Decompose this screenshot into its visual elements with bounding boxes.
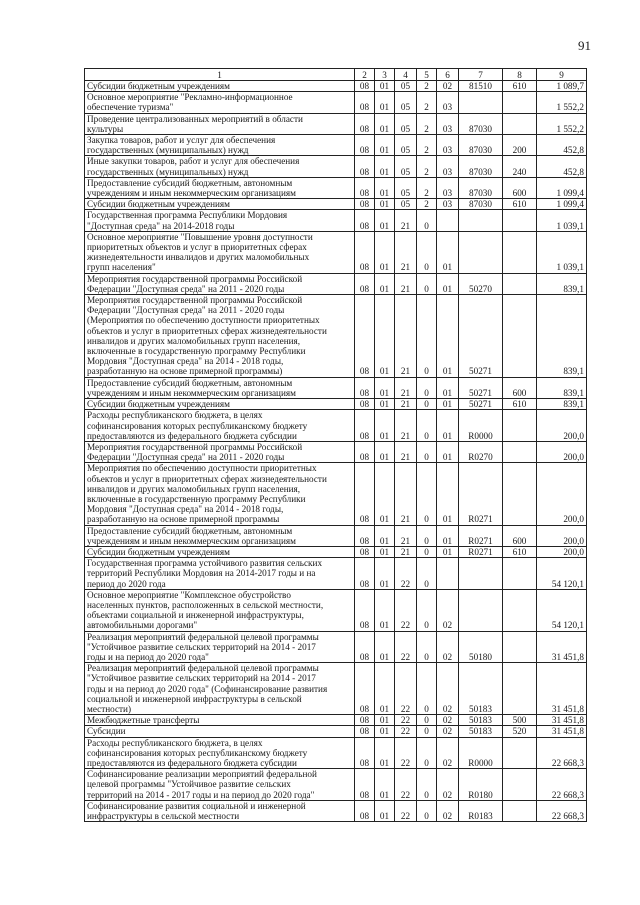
code-cell: 08 [355, 399, 375, 410]
code-cell: 2 [417, 156, 437, 177]
code-cell: 08 [355, 273, 375, 294]
table-body [85, 81, 587, 822]
code-cell [437, 558, 459, 590]
amount-cell: 1 552,2 [537, 113, 587, 134]
code-cell: 500 [503, 715, 537, 726]
code-cell: 08 [355, 631, 375, 663]
code-cell: 610 [503, 81, 537, 92]
item-name-cell: Основное мероприятие "Комплексное обустройство населенных пунктов, расположенных в сельской местности, объектами социальной и инженерной инфраструктуры, автомобильными дорогами" [85, 589, 355, 631]
code-cell: 21 [395, 410, 417, 442]
code-cell: 0 [417, 231, 437, 273]
code-cell: 03 [437, 156, 459, 177]
code-cell [459, 92, 503, 113]
code-cell: 0 [417, 631, 437, 663]
code-cell: 08 [355, 377, 375, 398]
code-cell: 22 [395, 589, 417, 631]
code-cell: 05 [395, 81, 417, 92]
code-cell: 0 [417, 663, 437, 715]
code-cell: 01 [375, 377, 395, 398]
code-cell [503, 737, 537, 769]
item-name-cell: Иные закупки товаров, работ и услуг для обеспечения государственных (муниципальных) нужд [85, 156, 355, 177]
code-cell: 01 [375, 631, 395, 663]
code-cell: 01 [375, 273, 395, 294]
table-row [85, 663, 587, 715]
code-cell: 02 [437, 81, 459, 92]
code-cell: 08 [355, 135, 375, 156]
code-cell: 610 [503, 399, 537, 410]
code-cell: 03 [437, 199, 459, 210]
table-row [85, 410, 587, 442]
amount-cell: 839,1 [537, 377, 587, 398]
code-cell: 0 [417, 800, 437, 821]
code-cell: R0271 [459, 546, 503, 557]
code-cell: 01 [375, 737, 395, 769]
code-cell: 05 [395, 199, 417, 210]
item-name-cell: Субсидии бюджетным учреждениям [85, 546, 355, 557]
code-cell: 21 [395, 377, 417, 398]
code-cell: 21 [395, 463, 417, 525]
code-cell: 50271 [459, 377, 503, 398]
amount-cell: 200,0 [537, 525, 587, 546]
item-name-cell: Предоставление субсидий бюджетным, автономным учреждениям и иным некоммерческим организациям [85, 525, 355, 546]
code-cell: 22 [395, 558, 417, 590]
code-cell: 22 [395, 800, 417, 821]
code-cell: 01 [437, 463, 459, 525]
code-cell [503, 589, 537, 631]
code-cell: 02 [437, 726, 459, 737]
amount-cell: 200,0 [537, 410, 587, 442]
code-cell: 01 [375, 558, 395, 590]
code-cell: 02 [437, 715, 459, 726]
code-cell: 01 [437, 546, 459, 557]
amount-cell: 200,0 [537, 441, 587, 462]
amount-cell: 1 039,1 [537, 231, 587, 273]
header-cell: 7 [459, 69, 503, 81]
code-cell: 50183 [459, 663, 503, 715]
code-cell [503, 231, 537, 273]
item-name-cell: Межбюджетные трансферты [85, 715, 355, 726]
table-row [85, 199, 587, 210]
table-row [85, 631, 587, 663]
table-row [85, 546, 587, 557]
amount-cell: 452,8 [537, 135, 587, 156]
code-cell: 05 [395, 135, 417, 156]
code-cell: 21 [395, 546, 417, 557]
code-cell: 08 [355, 558, 375, 590]
code-cell: 21 [395, 441, 417, 462]
code-cell: 0 [417, 726, 437, 737]
code-cell: 01 [375, 135, 395, 156]
code-cell: 22 [395, 631, 417, 663]
code-cell: 21 [395, 295, 417, 378]
amount-cell: 839,1 [537, 273, 587, 294]
item-name-cell: Субсидии бюджетным учреждениям [85, 399, 355, 410]
amount-cell: 1 552,2 [537, 92, 587, 113]
table-row [85, 715, 587, 726]
item-name-cell: Предоставление субсидий бюджетным, автономным учреждениям и иным некоммерческим организациям [85, 377, 355, 398]
item-name-cell: Проведение централизованных мероприятий в области культуры [85, 113, 355, 134]
code-cell: 87030 [459, 177, 503, 198]
code-cell: 01 [375, 199, 395, 210]
code-cell: 01 [437, 525, 459, 546]
item-name-cell: Расходы республиканского бюджета, в целях софинансирования которых республиканскому бюджету предоставляются из федерального бюджета субсидии [85, 410, 355, 442]
table-row [85, 295, 587, 378]
item-name-cell: Мероприятия государственной программы Российской Федерации "Доступная среда" на 2011 - 2020 годы [85, 273, 355, 294]
table-row [85, 463, 587, 525]
code-cell: 08 [355, 199, 375, 210]
code-cell: 02 [437, 663, 459, 715]
table-row [85, 177, 587, 198]
code-cell: 08 [355, 726, 375, 737]
code-cell: 01 [375, 231, 395, 273]
code-cell: 520 [503, 726, 537, 737]
header-cell: 3 [375, 69, 395, 81]
table-row [85, 113, 587, 134]
table-row [85, 525, 587, 546]
code-cell: 87030 [459, 156, 503, 177]
code-cell: 01 [375, 525, 395, 546]
code-cell: 2 [417, 92, 437, 113]
code-cell: 01 [375, 295, 395, 378]
code-cell: 01 [375, 715, 395, 726]
amount-cell: 1 099,4 [537, 177, 587, 198]
table-row [85, 726, 587, 737]
code-cell: 0 [417, 441, 437, 462]
code-cell: 08 [355, 156, 375, 177]
code-cell: 01 [375, 800, 395, 821]
item-name-cell: Субсидии бюджетным учреждениям [85, 81, 355, 92]
amount-cell: 839,1 [537, 295, 587, 378]
code-cell: 610 [503, 199, 537, 210]
code-cell: 50180 [459, 631, 503, 663]
code-cell: 0 [417, 715, 437, 726]
amount-cell: 839,1 [537, 399, 587, 410]
code-cell: 01 [437, 410, 459, 442]
code-cell: 08 [355, 715, 375, 726]
code-cell: 87030 [459, 199, 503, 210]
code-cell: R0271 [459, 525, 503, 546]
header-cell: 5 [417, 69, 437, 81]
table-row [85, 273, 587, 294]
table-row [85, 399, 587, 410]
table-row [85, 589, 587, 631]
code-cell: 01 [437, 231, 459, 273]
code-cell: 08 [355, 113, 375, 134]
code-cell: 0 [417, 399, 437, 410]
code-cell: 2 [417, 113, 437, 134]
code-cell: 01 [375, 156, 395, 177]
item-name-cell: Софинансирование развития социальной и инженерной инфраструктуры в сельской местности [85, 800, 355, 821]
code-cell: 08 [355, 441, 375, 462]
code-cell: 2 [417, 177, 437, 198]
code-cell: 610 [503, 546, 537, 557]
code-cell: R0000 [459, 410, 503, 442]
code-cell [503, 410, 537, 442]
budget-table [84, 68, 587, 822]
item-name-cell: Реализация мероприятий федеральной целевой программы "Устойчивое развитие сельских территорий на 2014 - 2017 годы и на период до 2020 года" [85, 631, 355, 663]
code-cell: 2 [417, 135, 437, 156]
amount-cell: 1 039,1 [537, 210, 587, 231]
amount-cell: 200,0 [537, 546, 587, 557]
code-cell: 240 [503, 156, 537, 177]
code-cell: 05 [395, 156, 417, 177]
code-cell: 03 [437, 135, 459, 156]
table-row [85, 231, 587, 273]
amount-cell: 1 089,7 [537, 81, 587, 92]
code-cell: 87030 [459, 135, 503, 156]
code-cell: 21 [395, 231, 417, 273]
code-cell [503, 295, 537, 378]
amount-cell: 22 668,3 [537, 800, 587, 821]
code-cell: 08 [355, 231, 375, 273]
table-row [85, 81, 587, 92]
code-cell: R0180 [459, 769, 503, 801]
code-cell: R0000 [459, 737, 503, 769]
code-cell [503, 800, 537, 821]
code-cell: R0183 [459, 800, 503, 821]
item-name-cell: Предоставление субсидий бюджетным, автономным учреждениям и иным некоммерческим организациям [85, 177, 355, 198]
code-cell: 22 [395, 726, 417, 737]
code-cell: 03 [437, 92, 459, 113]
amount-cell: 452,8 [537, 156, 587, 177]
code-cell: 50183 [459, 726, 503, 737]
code-cell: 0 [417, 210, 437, 231]
code-cell: 21 [395, 525, 417, 546]
table-row [85, 156, 587, 177]
code-cell [503, 463, 537, 525]
code-cell: 600 [503, 177, 537, 198]
header-cell: 1 [85, 69, 355, 81]
code-cell: 01 [375, 92, 395, 113]
item-name-cell: Мероприятия по обеспечению доступности приоритетных объектов и услуг в приоритетных сферах жизнедеятельности инвалидов и других маломобильных групп населения, включенные в государственную программу Республики Мордовия "Доступная среда" на 2014 - 2018 годы, разработанную на основе примерной программы [85, 463, 355, 525]
table-row [85, 135, 587, 156]
amount-cell: 31 451,8 [537, 726, 587, 737]
code-cell: 50271 [459, 295, 503, 378]
amount-cell: 22 668,3 [537, 769, 587, 801]
code-cell: 02 [437, 631, 459, 663]
amount-cell: 200,0 [537, 463, 587, 525]
amount-cell: 54 120,1 [537, 589, 587, 631]
code-cell [503, 558, 537, 590]
code-cell: 01 [437, 295, 459, 378]
code-cell: 01 [375, 546, 395, 557]
code-cell [459, 231, 503, 273]
code-cell [503, 663, 537, 715]
item-name-cell: Государственная программа устойчивого развития сельских территорий Республики Мордовия на 2014-2017 годы и на период до 2020 года [85, 558, 355, 590]
item-name-cell: Мероприятия государственной программы Российской Федерации "Доступная среда" на 2011 - 2020 годы (Мероприятия по обеспечению доступности приоритетных объектов и услуг в приоритетных сферах жизнедеятельности инвалидов и других маломобильных групп населения, включенные в государственную программу Республики Мордовия "Доступная среда" на 2014 - 2018 годы, разработанную на основе примерной программы) [85, 295, 355, 378]
code-cell: 0 [417, 546, 437, 557]
code-cell: 81510 [459, 81, 503, 92]
code-cell: 01 [375, 399, 395, 410]
code-cell: 0 [417, 463, 437, 525]
amount-cell: 31 451,8 [537, 715, 587, 726]
code-cell: 22 [395, 737, 417, 769]
code-cell: 01 [375, 663, 395, 715]
table-row [85, 210, 587, 231]
code-cell [459, 558, 503, 590]
code-cell: 08 [355, 525, 375, 546]
code-cell: R0271 [459, 463, 503, 525]
code-cell: 08 [355, 410, 375, 442]
item-name-cell: Расходы республиканского бюджета, в целях софинансирования которых республиканскому бюджету предоставляются из федерального бюджета субсидии [85, 737, 355, 769]
code-cell: 08 [355, 546, 375, 557]
code-cell: 01 [375, 589, 395, 631]
code-cell: 22 [395, 663, 417, 715]
header-cell: 4 [395, 69, 417, 81]
header-cell: 9 [537, 69, 587, 81]
code-cell: 0 [417, 410, 437, 442]
code-cell [503, 631, 537, 663]
code-cell [503, 113, 537, 134]
code-cell: 08 [355, 92, 375, 113]
code-cell: 08 [355, 800, 375, 821]
code-cell: 0 [417, 525, 437, 546]
code-cell: 08 [355, 769, 375, 801]
item-name-cell: Реализация мероприятий федеральной целевой программы "Устойчивое развитие сельских территорий на 2014 - 2017 годы и на период до 2020 года" (Софинансирование развития социальной и инженерной инфраструктуры в сельской местности) [85, 663, 355, 715]
code-cell: 03 [437, 113, 459, 134]
item-name-cell: Государственная программа Республики Мордовия "Доступная среда" на 2014-2018 годы [85, 210, 355, 231]
code-cell: 21 [395, 210, 417, 231]
code-cell: 01 [437, 441, 459, 462]
item-name-cell: Субсидии бюджетным учреждениям [85, 199, 355, 210]
code-cell: 87030 [459, 113, 503, 134]
table-row [85, 441, 587, 462]
code-cell [503, 441, 537, 462]
amount-cell: 54 120,1 [537, 558, 587, 590]
page-number: 91 [578, 38, 591, 53]
amount-cell: 31 451,8 [537, 663, 587, 715]
code-cell [503, 210, 537, 231]
table-row [85, 377, 587, 398]
header-cell: 8 [503, 69, 537, 81]
amount-cell: 31 451,8 [537, 631, 587, 663]
code-cell: 01 [375, 769, 395, 801]
item-name-cell: Основное мероприятие "Рекламно-информационное обеспечение туризма" [85, 92, 355, 113]
code-cell [503, 273, 537, 294]
code-cell: 08 [355, 663, 375, 715]
code-cell: 0 [417, 273, 437, 294]
code-cell [459, 210, 503, 231]
code-cell: 01 [375, 177, 395, 198]
item-name-cell: Мероприятия государственной программы Российской Федерации "Доступная среда" на 2011 - 2020 годы [85, 441, 355, 462]
table-row [85, 769, 587, 801]
code-cell: 0 [417, 769, 437, 801]
code-cell: R0270 [459, 441, 503, 462]
item-name-cell: Закупка товаров, работ и услуг для обеспечения государственных (муниципальных) нужд [85, 135, 355, 156]
code-cell: 02 [437, 800, 459, 821]
code-cell: 2 [417, 81, 437, 92]
code-cell: 200 [503, 135, 537, 156]
table-row [85, 737, 587, 769]
code-cell: 01 [375, 113, 395, 134]
code-cell: 02 [437, 769, 459, 801]
code-cell: 01 [375, 441, 395, 462]
code-cell: 02 [437, 589, 459, 631]
header-cell: 6 [437, 69, 459, 81]
code-cell: 600 [503, 377, 537, 398]
code-cell: 08 [355, 81, 375, 92]
code-cell: 01 [375, 463, 395, 525]
amount-cell: 1 099,4 [537, 199, 587, 210]
header-cell: 2 [355, 69, 375, 81]
code-cell: 05 [395, 177, 417, 198]
code-cell: 22 [395, 769, 417, 801]
code-cell: 0 [417, 377, 437, 398]
code-cell: 50271 [459, 399, 503, 410]
table-row [85, 800, 587, 821]
code-cell: 01 [375, 410, 395, 442]
code-cell: 01 [437, 377, 459, 398]
code-cell: 0 [417, 558, 437, 590]
code-cell [503, 769, 537, 801]
code-cell: 01 [437, 399, 459, 410]
code-cell: 600 [503, 525, 537, 546]
code-cell: 01 [375, 81, 395, 92]
code-cell [459, 589, 503, 631]
table-row [85, 92, 587, 113]
code-cell: 50270 [459, 273, 503, 294]
code-cell: 08 [355, 589, 375, 631]
code-cell: 0 [417, 589, 437, 631]
item-name-cell: Субсидии [85, 726, 355, 737]
code-cell: 50183 [459, 715, 503, 726]
code-cell: 01 [375, 726, 395, 737]
code-cell: 0 [417, 295, 437, 378]
amount-cell: 22 668,3 [537, 737, 587, 769]
code-cell: 21 [395, 399, 417, 410]
code-cell [503, 92, 537, 113]
code-cell: 2 [417, 199, 437, 210]
code-cell: 08 [355, 210, 375, 231]
code-cell: 22 [395, 715, 417, 726]
code-cell: 01 [437, 273, 459, 294]
table-row [85, 558, 587, 590]
item-name-cell: Софинансирование реализации мероприятий федеральной целевой программы "Устойчивое развитие сельских территорий на 2014 - 2017 годы и на период до 2020 года" [85, 769, 355, 801]
code-cell: 08 [355, 177, 375, 198]
code-cell: 21 [395, 273, 417, 294]
code-cell: 08 [355, 463, 375, 525]
code-cell: 08 [355, 737, 375, 769]
table-header-row [85, 69, 587, 81]
code-cell: 0 [417, 737, 437, 769]
code-cell: 05 [395, 113, 417, 134]
code-cell: 02 [437, 737, 459, 769]
code-cell: 03 [437, 177, 459, 198]
code-cell: 01 [375, 210, 395, 231]
code-cell: 05 [395, 92, 417, 113]
code-cell [437, 210, 459, 231]
code-cell: 08 [355, 295, 375, 378]
item-name-cell: Основное мероприятие "Повышение уровня доступности приоритетных объектов и услуг в приоритетных сферах жизнедеятельности инвалидов и других маломобильных групп населения" [85, 231, 355, 273]
